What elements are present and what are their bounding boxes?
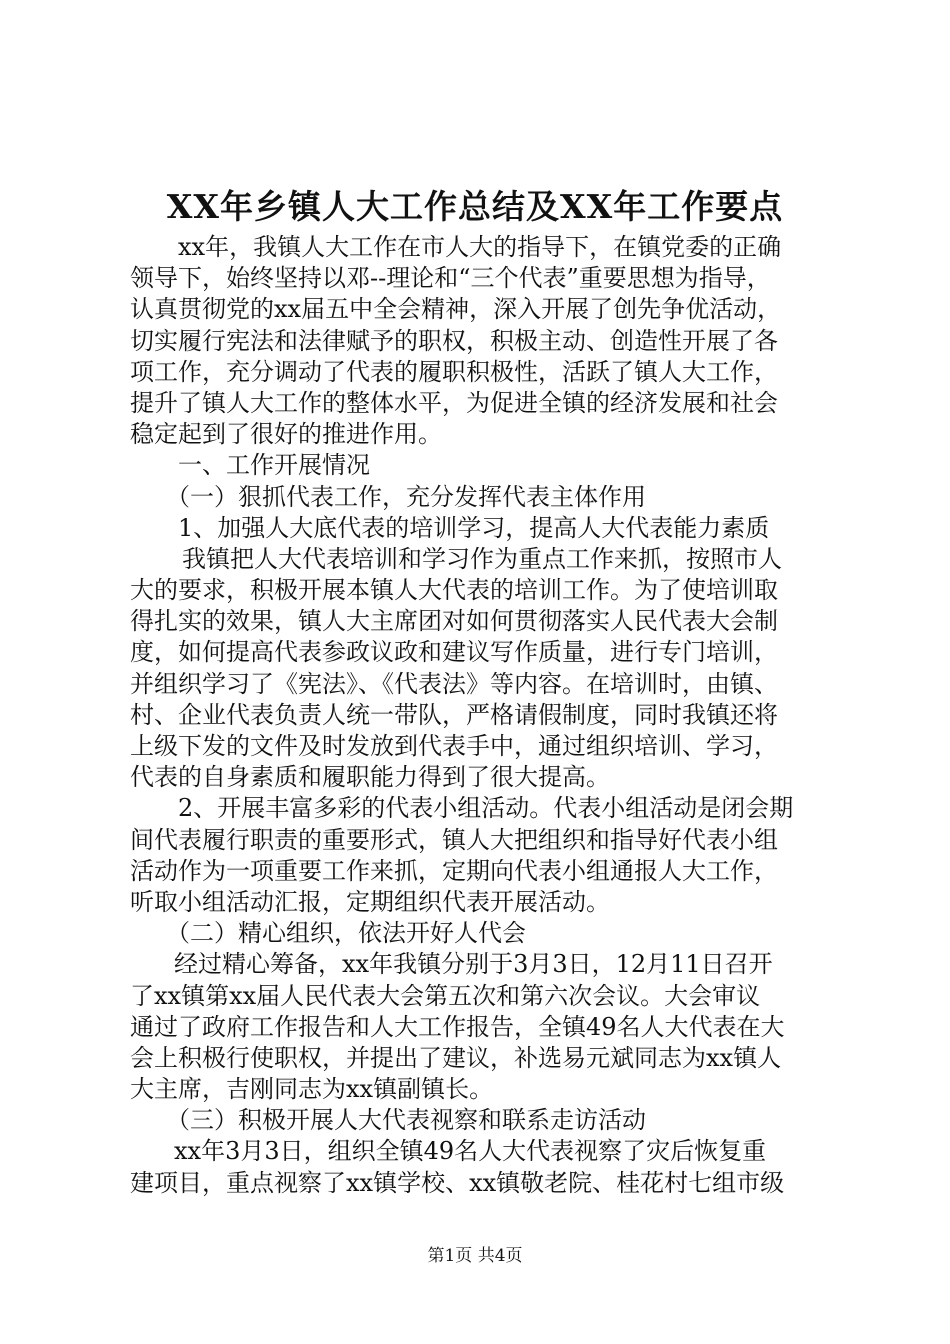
section-heading: 一、工作开展情况 — [178, 451, 370, 480]
paragraph-line: 建项目，重点视察了xx镇学校、xx镇敬老院、桂花村七组市级 — [130, 1168, 785, 1197]
paragraph-line: 得扎实的效果，镇人大主席团对如何贯彻落实人民代表大会制 — [130, 607, 778, 636]
document-title: XX年乡镇人大工作总结及XX年工作要点 — [166, 187, 784, 226]
paragraph-line: 活动作为一项重要工作来抓，定期向代表小组通报人大工作， — [130, 856, 778, 885]
paragraph-line: 领导下，始终坚持以邓--理论和“三个代表”重要思想为指导， — [130, 264, 771, 293]
paragraph-line: 代表的自身素质和履职能力得到了很大提高。 — [130, 763, 610, 792]
paragraph-line: 村、企业代表负责人统一带队，严格请假制度，同时我镇还将 — [130, 700, 778, 729]
paragraph-line: 2、开展丰富多彩的代表小组活动。代表小组活动是闭会期 — [178, 794, 794, 823]
paragraph-line: 稳定起到了很好的推进作用。 — [130, 420, 442, 449]
paragraph-line: 度，如何提高代表参政议政和建议写作质量，进行专门培训， — [130, 638, 778, 667]
paragraph-line: xx年，我镇人大工作在市人大的指导下，在镇党委的正确 — [178, 233, 782, 261]
paragraph-line: 提升了镇人大工作的整体水平，为促进全镇的经济发展和社会 — [130, 388, 778, 417]
subsection-heading: （二）精心组织，依法开好人代会 — [166, 919, 526, 948]
subsection-heading: （三）积极开展人大代表视察和联系走访活动 — [166, 1106, 646, 1135]
paragraph-line: 切实履行宪法和法律赋予的职权，积极主动、创造性开展了各 — [130, 326, 778, 355]
page-number-footer: 第1页 共4页 — [427, 1246, 523, 1266]
paragraph-line: xx年3月3日，组织全镇49名人大代表视察了灾后恢复重 — [174, 1137, 767, 1166]
paragraph-line: 会上积极行使职权，并提出了建议，补选易元斌同志为xx镇人 — [130, 1043, 782, 1072]
paragraph-line: 经过精心筹备，xx年我镇分别于3月3日，12月11日召开 — [174, 950, 773, 979]
paragraph-line: 了xx镇第xx届人民代表大会第五次和第六次会议。大会审议 — [130, 981, 761, 1010]
paragraph-line: 认真贯彻党的xx届五中全会精神，深入开展了创先争优活动， — [130, 295, 782, 324]
subsection-heading: 1、加强人大底代表的培训学习，提高人大代表能力素质 — [178, 513, 770, 542]
paragraph-line: 我镇把人大代表培训和学习作为重点工作来抓，按照市人 — [182, 544, 782, 573]
paragraph-line: 听取小组活动汇报，定期组织代表开展活动。 — [130, 887, 610, 916]
paragraph-line: 间代表履行职责的重要形式，镇人大把组织和指导好代表小组 — [130, 825, 778, 854]
paragraph-line: 上级下发的文件及时发放到代表手中，通过组织培训、学习， — [130, 732, 778, 760]
document-body — [130, 232, 830, 1199]
paragraph-line: 项工作，充分调动了代表的履职积极性，活跃了镇人大工作， — [130, 357, 778, 386]
paragraph-line: 并组织学习了《宪法》、《代表法》等内容。在培训时，由镇、 — [130, 669, 778, 698]
paragraph-line: 通过了政府工作报告和人大工作报告，全镇49名人大代表在大 — [130, 1012, 785, 1041]
paragraph-line: 大的要求，积极开展本镇人大代表的培训工作。为了使培训取 — [130, 576, 778, 605]
subsection-heading: （一）狠抓代表工作，充分发挥代表主体作用 — [166, 482, 646, 511]
paragraph-line: 大主席，吉刚同志为xx镇副镇长。 — [130, 1075, 494, 1104]
